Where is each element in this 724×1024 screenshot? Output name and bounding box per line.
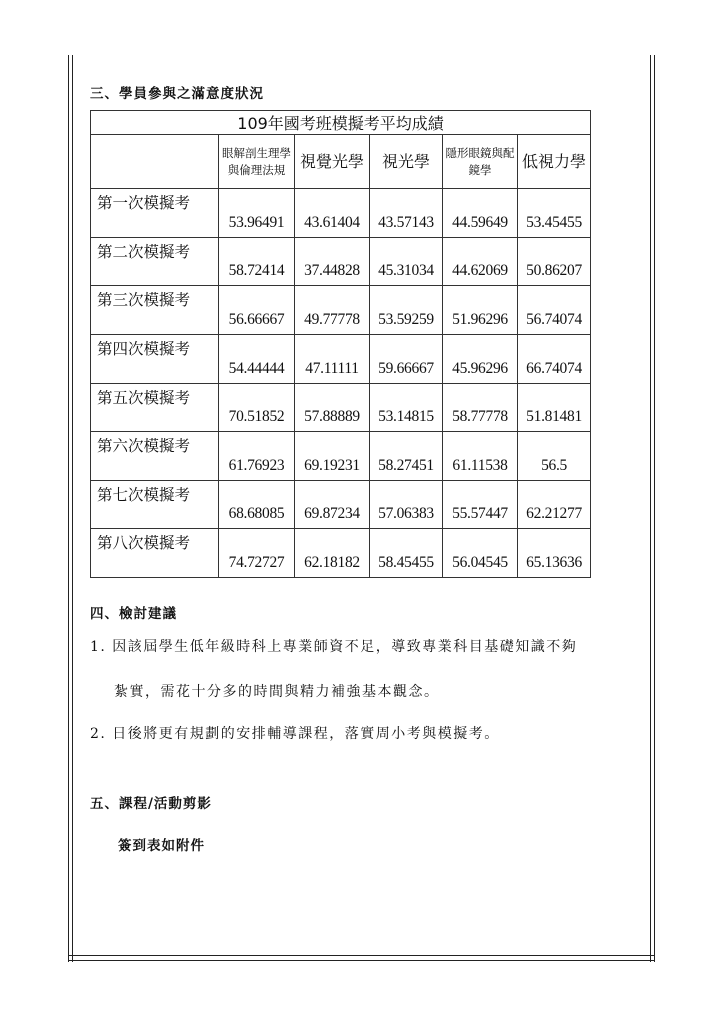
row-label: 第八次模擬考 — [91, 529, 219, 578]
page-frame-left-outer — [68, 55, 69, 962]
score-cell: 53.45455 — [518, 189, 591, 238]
attachment-note: 簽到表如附件 — [118, 838, 205, 854]
score-cell: 74.72727 — [219, 529, 295, 578]
score-cell: 68.68085 — [219, 480, 295, 529]
review-item-1-line-2: 紮實，需花十分多的時間與精力補強基本觀念。 — [114, 684, 440, 700]
score-cell: 66.74074 — [518, 334, 591, 383]
score-cell: 53.96491 — [219, 189, 295, 238]
column-header: 視覺光學 — [295, 135, 370, 189]
score-cell: 58.72414 — [219, 237, 295, 286]
column-header: 眼解剖生理學與倫理法規 — [219, 135, 295, 189]
review-item-1-line-1: 1. 因該屆學生低年級時科上專業師資不足，導致專業科目基礎知識不夠 — [90, 639, 578, 655]
score-cell: 49.77778 — [295, 286, 370, 335]
score-cell: 58.77778 — [443, 383, 518, 432]
score-cell: 55.57447 — [443, 480, 518, 529]
score-cell: 53.14815 — [370, 383, 443, 432]
column-header: 隱形眼鏡與配鏡學 — [443, 135, 518, 189]
table-row — [91, 189, 591, 238]
review-heading: 四、檢討建議 — [90, 606, 177, 622]
row-label: 第一次模擬考 — [91, 189, 219, 238]
score-cell: 37.44828 — [295, 237, 370, 286]
row-label: 第二次模擬考 — [91, 237, 219, 286]
score-cell: 58.45455 — [370, 529, 443, 578]
row-label: 第七次模擬考 — [91, 480, 219, 529]
row-label: 第五次模擬考 — [91, 383, 219, 432]
row-label: 第三次模擬考 — [91, 286, 219, 335]
score-cell: 43.61404 — [295, 189, 370, 238]
table-row — [91, 432, 591, 481]
score-cell: 53.59259 — [370, 286, 443, 335]
score-cell: 69.87234 — [295, 480, 370, 529]
score-cell: 44.59649 — [443, 189, 518, 238]
score-cell: 57.88889 — [295, 383, 370, 432]
page-frame-left-inner — [72, 55, 73, 962]
score-cell: 61.76923 — [219, 432, 295, 481]
score-cell: 62.21277 — [518, 480, 591, 529]
score-cell: 57.06383 — [370, 480, 443, 529]
table-row — [91, 383, 591, 432]
page-frame-right-inner — [650, 55, 651, 962]
table-row — [91, 529, 591, 578]
score-cell: 62.18182 — [295, 529, 370, 578]
score-cell: 56.74074 — [518, 286, 591, 335]
column-header: 低視力學 — [518, 135, 591, 189]
score-cell: 56.66667 — [219, 286, 295, 335]
review-item-2: 2. 日後將更有規劃的安排輔導課程，落實周小考與模擬考。 — [90, 726, 500, 742]
table-row — [91, 237, 591, 286]
table-row — [91, 480, 591, 529]
score-cell: 56.04545 — [443, 529, 518, 578]
score-cell: 54.44444 — [219, 334, 295, 383]
score-cell: 50.86207 — [518, 237, 591, 286]
score-cell: 69.19231 — [295, 432, 370, 481]
photo-heading: 五、課程/活動剪影 — [90, 796, 212, 812]
page-frame-bottom-inner — [68, 955, 654, 956]
score-cell: 47.11111 — [295, 334, 370, 383]
column-header: 視光學 — [370, 135, 443, 189]
page-frame-bottom-outer — [68, 960, 654, 961]
corner-cell — [91, 135, 219, 189]
satisfaction-heading: 三、學員參與之滿意度狀況 — [90, 86, 264, 102]
score-cell: 65.13636 — [518, 529, 591, 578]
score-cell: 43.57143 — [370, 189, 443, 238]
mock-exam-score-table — [90, 110, 591, 578]
score-cell: 51.81481 — [518, 383, 591, 432]
table-row — [91, 334, 591, 383]
table-row — [91, 286, 591, 335]
score-cell: 59.66667 — [370, 334, 443, 383]
score-cell: 45.31034 — [370, 237, 443, 286]
table-title: 109年國考班模擬考平均成績 — [91, 111, 591, 135]
score-cell: 44.62069 — [443, 237, 518, 286]
row-label: 第四次模擬考 — [91, 334, 219, 383]
score-cell: 58.27451 — [370, 432, 443, 481]
score-cell: 51.96296 — [443, 286, 518, 335]
score-cell: 56.5 — [518, 432, 591, 481]
score-cell: 45.96296 — [443, 334, 518, 383]
score-cell: 61.11538 — [443, 432, 518, 481]
score-cell: 70.51852 — [219, 383, 295, 432]
page-frame-right-outer — [654, 55, 655, 962]
row-label: 第六次模擬考 — [91, 432, 219, 481]
